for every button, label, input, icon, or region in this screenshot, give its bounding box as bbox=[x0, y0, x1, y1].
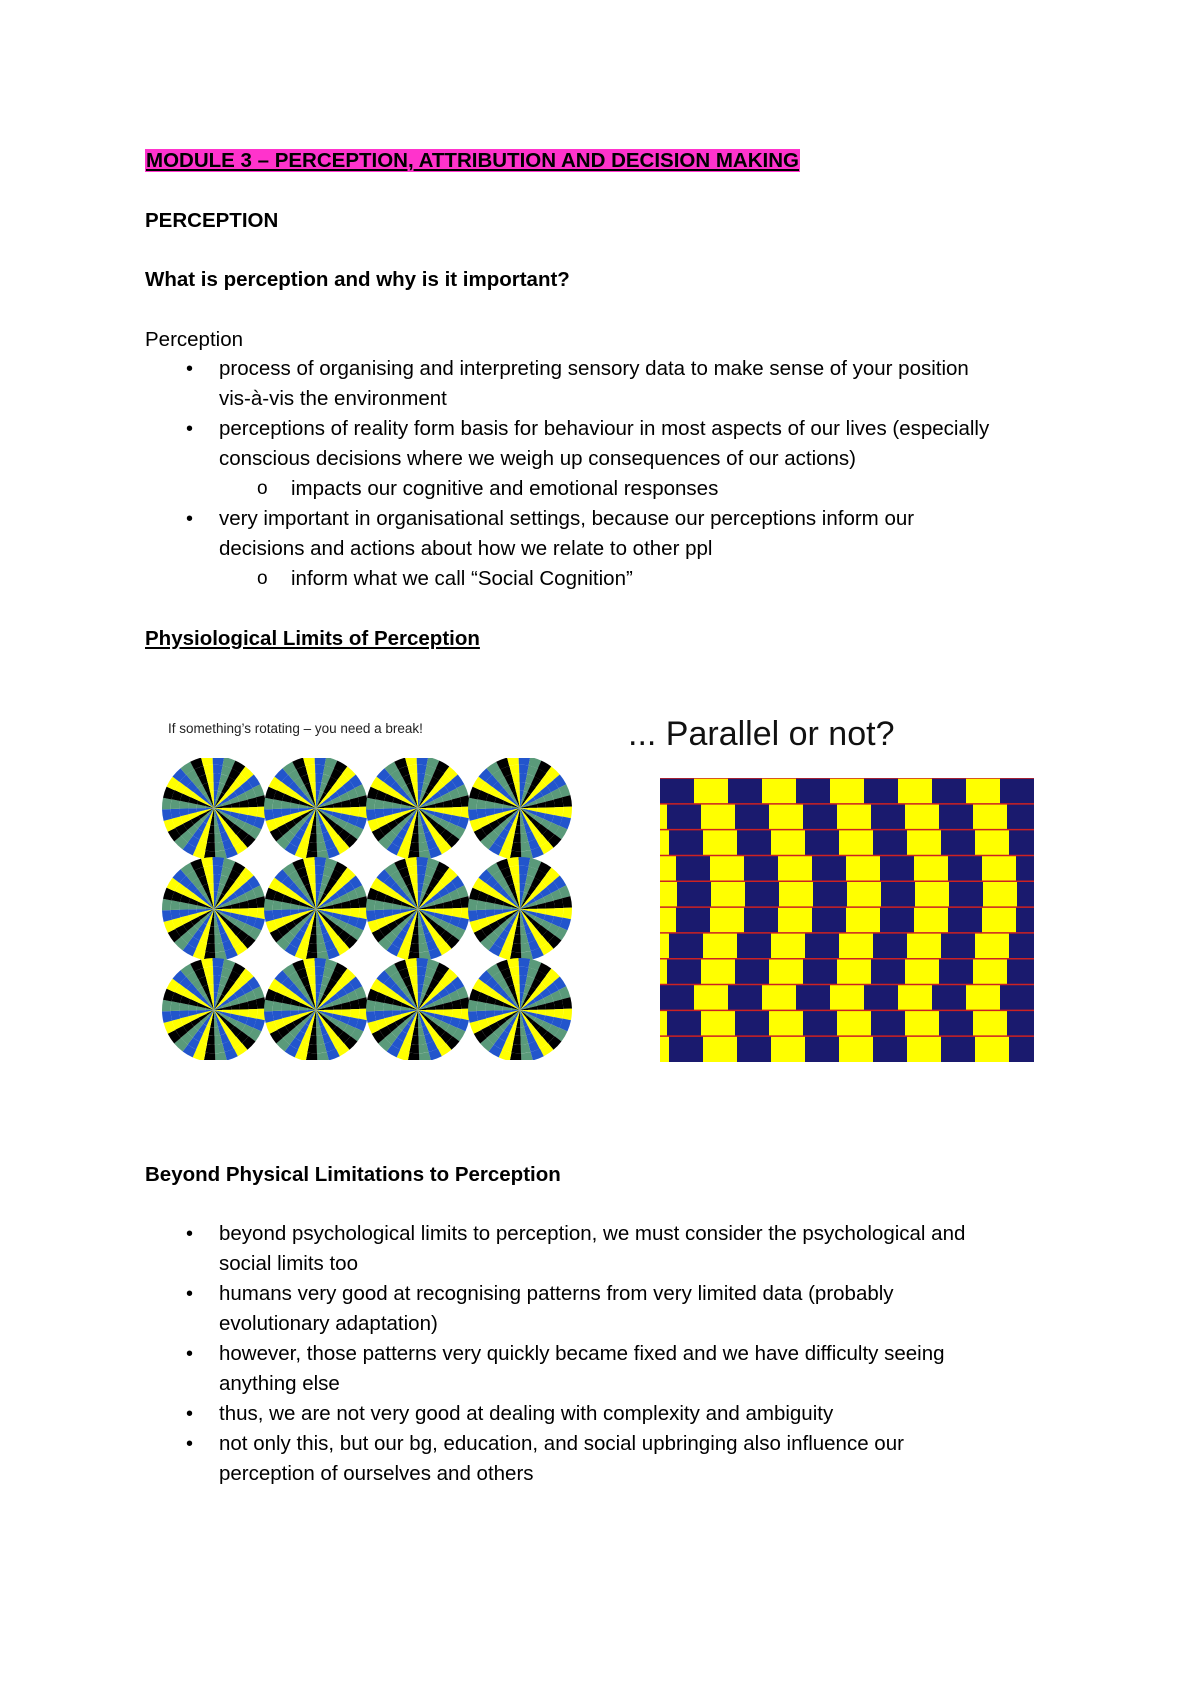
cafe-wall-tile bbox=[667, 959, 701, 985]
cafe-wall-tile bbox=[803, 1010, 837, 1036]
physiological-heading: Physiological Limits of Perception bbox=[145, 627, 480, 650]
list-item-line: evolutionary adaptation) bbox=[219, 1312, 438, 1335]
cafe-wall-tile bbox=[735, 804, 769, 830]
list-item-line: conscious decisions where we weigh up consequences of our actions) bbox=[219, 447, 857, 470]
cafe-wall-tile bbox=[939, 804, 973, 830]
rotating-snakes-illusion bbox=[162, 758, 572, 1060]
cafe-wall-tile bbox=[871, 804, 905, 830]
cafe-wall-tile bbox=[737, 830, 771, 856]
list-item-line: thus, we are not very good at dealing with complexity and ambiguity bbox=[219, 1402, 834, 1425]
cafe-wall-tile bbox=[1016, 907, 1034, 933]
snake-disc bbox=[468, 857, 572, 961]
cafe-wall-tile bbox=[669, 830, 703, 856]
cafe-wall-tile bbox=[864, 985, 898, 1011]
cafe-wall-tile bbox=[1009, 1036, 1034, 1062]
cafe-wall-tile bbox=[873, 1036, 907, 1062]
snake-disc bbox=[162, 857, 266, 961]
list-item-line: process of organising and interpreting sensory data to make sense of your position bbox=[219, 357, 969, 380]
cafe-wall-tile bbox=[932, 985, 966, 1011]
snake-disc bbox=[162, 758, 266, 860]
cafe-wall-tile bbox=[676, 855, 710, 881]
cafe-wall-tile bbox=[1007, 804, 1034, 830]
cafe-wall-tile bbox=[939, 1010, 973, 1036]
cafe-wall-tile bbox=[669, 1036, 703, 1062]
cafe-wall-tile bbox=[737, 933, 771, 959]
section-heading: PERCEPTION bbox=[145, 209, 279, 232]
cafe-wall-tile bbox=[881, 881, 915, 907]
rotating-figure-caption: If something’s rotating – you need a break! bbox=[168, 721, 423, 736]
cafe-wall-tile bbox=[873, 830, 907, 856]
parallel-figure-caption: ... Parallel or not? bbox=[628, 715, 895, 753]
list-item-line: perception of ourselves and others bbox=[219, 1462, 534, 1485]
snake-disc bbox=[366, 958, 470, 1060]
cafe-wall-tile bbox=[805, 933, 839, 959]
list-item-line: perceptions of reality form basis for behaviour in most aspects of our lives (especially bbox=[219, 417, 990, 440]
cafe-wall-tile bbox=[873, 933, 907, 959]
cafe-wall-tile bbox=[669, 933, 703, 959]
question-heading: What is perception and why is it important? bbox=[145, 268, 570, 291]
snake-disc bbox=[264, 958, 368, 1060]
cafe-wall-tile bbox=[735, 1010, 769, 1036]
bullet-icon: • bbox=[186, 1433, 194, 1455]
cafe-wall-tile bbox=[948, 855, 982, 881]
cafe-wall-tile bbox=[941, 830, 975, 856]
cafe-wall-tile bbox=[1007, 959, 1034, 985]
snake-disc bbox=[264, 857, 368, 961]
snake-disc bbox=[162, 958, 266, 1060]
cafe-wall-tile bbox=[871, 959, 905, 985]
cafe-wall-tile bbox=[803, 804, 837, 830]
cafe-wall-tile bbox=[1009, 830, 1034, 856]
cafe-wall-tile bbox=[1009, 933, 1034, 959]
cafe-wall-tile bbox=[812, 907, 846, 933]
module-title: MODULE 3 – PERCEPTION, ATTRIBUTION AND DECISION MAKING bbox=[146, 149, 799, 172]
bullet-icon: • bbox=[186, 508, 194, 530]
cafe-wall-tile bbox=[728, 778, 762, 804]
cafe-wall-tile bbox=[1007, 1010, 1034, 1036]
list-item-line: not only this, but our bg, education, and social upbringing also influence our bbox=[219, 1432, 904, 1455]
cafe-wall-tile bbox=[737, 1036, 771, 1062]
snake-disc bbox=[264, 758, 368, 860]
list-item-line: beyond psychological limits to perception, we must consider the psychological and bbox=[219, 1222, 966, 1245]
cafe-wall-tile bbox=[1000, 778, 1034, 804]
cafe-wall-tile bbox=[812, 855, 846, 881]
cafe-wall-tile bbox=[667, 1010, 701, 1036]
cafe-wall-tile bbox=[803, 959, 837, 985]
bullet-icon: • bbox=[186, 1223, 194, 1245]
cafe-wall-tile bbox=[805, 830, 839, 856]
bullet-icon: • bbox=[186, 358, 194, 380]
cafe-wall-illusion bbox=[660, 778, 1034, 1062]
list-item-line: vis-à-vis the environment bbox=[219, 387, 447, 410]
cafe-wall-tile bbox=[805, 1036, 839, 1062]
list-item-line: humans very good at recognising patterns from very limited data (probably bbox=[219, 1282, 894, 1305]
snake-disc bbox=[366, 758, 470, 860]
beyond-heading: Beyond Physical Limitations to Perception bbox=[145, 1163, 561, 1186]
bullet-icon: • bbox=[186, 1283, 194, 1305]
list-item-line: very important in organisational settings, because our perceptions inform our bbox=[219, 507, 915, 530]
cafe-wall-tile bbox=[744, 855, 778, 881]
cafe-wall-tile bbox=[813, 881, 847, 907]
sub-bullet-icon: o bbox=[257, 568, 268, 589]
cafe-wall-tile bbox=[677, 881, 711, 907]
bullet-icon: • bbox=[186, 1403, 194, 1425]
sub-list-item: impacts our cognitive and emotional responses bbox=[291, 477, 719, 500]
bullet-icon: • bbox=[186, 1343, 194, 1365]
cafe-wall-tile bbox=[932, 778, 966, 804]
cafe-wall-tile bbox=[796, 778, 830, 804]
list-item-line: social limits too bbox=[219, 1252, 358, 1275]
cafe-wall-tile bbox=[735, 959, 769, 985]
list-item-line: anything else bbox=[219, 1372, 340, 1395]
cafe-wall-tile bbox=[676, 907, 710, 933]
snake-disc bbox=[468, 958, 572, 1060]
list-item-line: however, those patterns very quickly became fixed and we have difficulty seeing bbox=[219, 1342, 945, 1365]
sub-bullet-icon: o bbox=[257, 478, 268, 499]
snake-disc bbox=[366, 857, 470, 961]
cafe-wall-tile bbox=[941, 933, 975, 959]
cafe-wall-tile bbox=[660, 985, 694, 1011]
cafe-wall-tile bbox=[1016, 855, 1034, 881]
cafe-wall-tile bbox=[1017, 881, 1034, 907]
cafe-wall-tile bbox=[796, 985, 830, 1011]
cafe-wall-tile bbox=[880, 907, 914, 933]
cafe-wall-tile bbox=[1000, 985, 1034, 1011]
cafe-wall-tile bbox=[939, 959, 973, 985]
cafe-wall-tile bbox=[880, 855, 914, 881]
cafe-wall-tile bbox=[667, 804, 701, 830]
snake-disc bbox=[468, 758, 572, 860]
bullet-icon: • bbox=[186, 418, 194, 440]
cafe-wall-tile bbox=[864, 778, 898, 804]
perception-label: Perception bbox=[145, 328, 244, 351]
list-item-line: decisions and actions about how we relate to other ppl bbox=[219, 537, 713, 560]
cafe-wall-tile bbox=[949, 881, 983, 907]
cafe-wall-tile bbox=[948, 907, 982, 933]
sub-list-item: inform what we call “Social Cognition” bbox=[291, 567, 633, 590]
cafe-wall-tile bbox=[728, 985, 762, 1011]
cafe-wall-tile bbox=[745, 881, 779, 907]
cafe-wall-tile bbox=[660, 778, 694, 804]
cafe-wall-tile bbox=[941, 1036, 975, 1062]
cafe-wall-tile bbox=[871, 1010, 905, 1036]
cafe-wall-tile bbox=[744, 907, 778, 933]
